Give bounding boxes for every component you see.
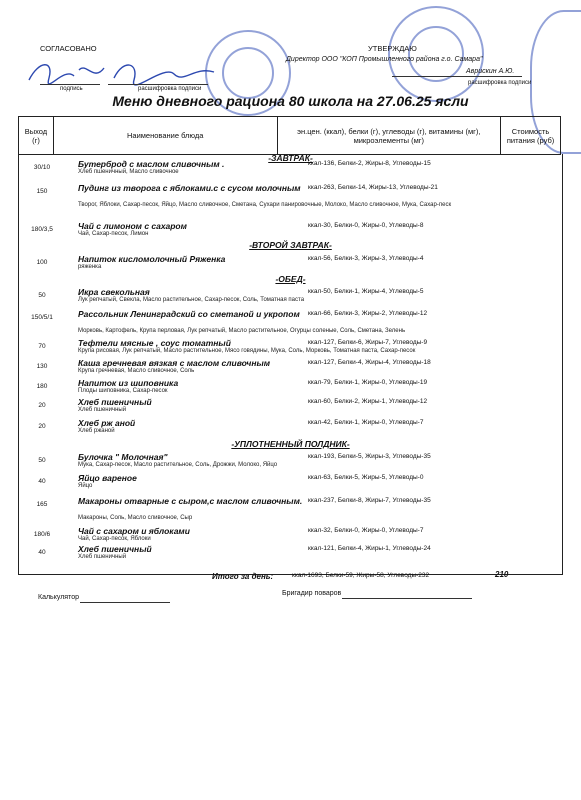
signature-caption-left: подпись <box>60 86 83 92</box>
nutrition-values: ккал-50, Белки-1, Жиры-4, Углеводы-5 <box>308 288 424 295</box>
nutrition-values: ккал-121, Белки-4, Жиры-1, Углеводы-24 <box>308 545 431 552</box>
output-weight: 100 <box>36 259 48 266</box>
output-weight: 70 <box>38 343 46 350</box>
nutrition-values: ккал-263, Белки-14, Жиры-13, Углеводы-21 <box>308 184 438 191</box>
ingredients: Плоды шиповника, Сахар-песок <box>78 388 168 394</box>
ingredients: Творог, Яблоки, Сахар-песок, Яйцо, Масло сливочное, Сметана, Сухари панировочные, Молоко, Масло сливочное, Мука, Сахар-песк <box>78 202 452 208</box>
output-weight: 130 <box>36 363 48 370</box>
output-weight: 50 <box>38 457 46 464</box>
nutrition-values: ккал-60, Белки-2, Жиры-1, Углеводы-12 <box>308 398 428 405</box>
signature-caption-right: расшифровка подписи <box>468 80 532 86</box>
output-weight: 30/10 <box>33 164 51 171</box>
dish-name: Каша гречневая вязкая с маслом сливочным <box>78 358 271 368</box>
output-weight: 150 <box>36 188 48 195</box>
decode-caption-left: расшифровка подписи <box>138 86 202 92</box>
total-value: ккал-1693, Белки-59, Жиры-58, Углеводы-232 <box>292 572 430 579</box>
nutrition-values: ккал-193, Белки-5, Жиры-3, Углеводы-35 <box>308 453 431 460</box>
ingredients: Крупа рисовая, Лук репчатый, Масло растительное, Мясо говядины, Мука, Соль, Морковь, Томатная паста, Сахар-песок <box>78 348 416 354</box>
ingredients: Хлеб пшеничный <box>78 554 127 560</box>
signature-line-right <box>392 76 522 77</box>
agreed-label: СОГЛАСОВАНО <box>40 44 97 53</box>
nutrition-values: ккал-136, Белки-2, Жиры-8, Углеводы-15 <box>308 160 431 167</box>
dish-name: Хлеб рж аной <box>78 418 136 428</box>
ingredients: Яйцо <box>78 483 93 489</box>
stamp-left-inner <box>222 47 274 99</box>
director-title: Директор ООО "КОП Промышленного района г.о. Самара" <box>286 56 483 63</box>
output-weight: 180/3,5 <box>31 226 53 233</box>
ingredients: Хлеб ржаной <box>78 428 115 434</box>
dish-name: Бутерброд с маслом сливочным . <box>78 159 225 169</box>
section-title: -УПЛОТНЕННЫЙ ПОЛДНИК- <box>231 439 350 449</box>
col-output-header: Выход (г) <box>19 117 54 155</box>
output-weight: 20 <box>38 423 46 430</box>
output-weight: 150/5/1 <box>31 314 53 321</box>
signature-line-left <box>40 84 100 85</box>
col-nutrition-header: эн.цен. (ккал), белки (г), углеводы (г), витамины (мг), микроэлементы (мг) <box>277 117 501 155</box>
stamp-right-inner <box>408 26 464 82</box>
ingredients: ряженка <box>78 264 102 270</box>
decode-line-left <box>108 84 208 85</box>
dish-name: Рассольник Ленинградский со сметаной и укропом <box>78 309 300 319</box>
ingredients: Макароны, Соль, Масло сливочное, Сыр <box>78 515 193 521</box>
nutrition-values: ккал-79, Белки-1, Жиры-0, Углеводы-19 <box>308 379 428 386</box>
calculator-label: Калькулятор <box>38 594 79 601</box>
dish-name: Макароны отварные с сыром,с маслом сливочным. <box>78 496 303 506</box>
section-title: -ЗАВТРАК- <box>268 153 313 163</box>
nutrition-values: ккал-30, Белки-0, Жиры-0, Углеводы-8 <box>308 222 424 229</box>
nutrition-values: ккал-32, Белки-0, Жиры-0, Углеводы-7 <box>308 527 424 534</box>
col-name-header: Наименование блюда <box>53 117 277 155</box>
dish-name: Хлеб пшеничный <box>78 397 152 407</box>
section-title: -ВТОРОЙ ЗАВТРАК- <box>249 240 332 250</box>
dish-name: Пудинг из творога с яблоками.с с сусом молочным <box>78 183 301 193</box>
ingredients: Лук репчатый, Свекла, Масло растительное, Сахар-песок, Соль, Томатная паста <box>78 297 305 303</box>
ingredients: Чай, Сахар-песок, Лимон <box>78 231 149 237</box>
output-weight: 50 <box>38 292 46 299</box>
director-name: Аврискин А.Ю. <box>466 68 515 75</box>
output-weight: 40 <box>38 549 46 556</box>
approved-label: УТВЕРЖДАЮ <box>368 44 417 53</box>
ingredients: Крупа гречневая, Масло сливочное, Соль <box>78 368 195 374</box>
ingredients: Морковь, Картофель, Крупа перловая, Лук репчатый, Масло растительное, Огурцы соленые, Соль, Сметана, Зелень <box>78 328 406 334</box>
dish-name: Чай с сахаром и яблоками <box>78 526 190 536</box>
dish-name: Напиток из шиповника <box>78 378 179 388</box>
dish-name: Булочка " Молочная" <box>78 452 168 462</box>
nutrition-values: ккал-66, Белки-3, Жиры-2, Углеводы-12 <box>308 310 428 317</box>
nutrition-values: ккал-42, Белки-1, Жиры-0, Углеводы-7 <box>308 419 424 426</box>
total-label: Итого за день: <box>212 572 274 581</box>
nutrition-values: ккал-237, Белки-8, Жиры-7, Углеводы-35 <box>308 497 431 504</box>
page-title: Меню дневного рациона 80 школа на 27.06.25 ясли <box>112 93 469 109</box>
output-weight: 40 <box>38 478 46 485</box>
ingredients: Чай, Сахар-песок, Яблоки <box>78 536 151 542</box>
ingredients: Хлеб пшеничный <box>78 407 127 413</box>
dish-name: Яйцо вареное <box>78 473 137 483</box>
nutrition-values: ккал-127, Белки-6, Жиры-7, Углеводы-9 <box>308 339 428 346</box>
nutrition-values: ккал-63, Белки-5, Жиры-5, Углеводы-0 <box>308 474 424 481</box>
calculator-line <box>80 602 170 603</box>
total-price: 210 <box>495 570 509 579</box>
nutrition-values: ккал-56, Белки-3, Жиры-3, Углеводы-4 <box>308 255 424 262</box>
ingredients: Хлеб пшеничный, Масло сливочное <box>78 169 179 175</box>
col-cost-header: Стоимость питания (руб) <box>501 117 561 155</box>
dish-name: Тефтели мясные , соус томатный <box>78 338 231 348</box>
chef-label: Бригадир поваров <box>282 590 342 597</box>
output-weight: 20 <box>38 402 46 409</box>
ingredients: Мука, Сахар-песок, Масло растительное, Соль, Дрожжи, Молоко, Яйцо <box>78 462 278 468</box>
dish-name: Чай с лимоном с сахаром <box>78 221 187 231</box>
dish-name: Икра свекольная <box>78 287 150 297</box>
menu-table-header <box>18 116 561 155</box>
section-title: -ОБЕД- <box>275 274 306 284</box>
output-weight: 180 <box>36 383 48 390</box>
dish-name: Хлеб пшеничный <box>78 544 152 554</box>
output-weight: 165 <box>36 501 48 508</box>
chef-line <box>342 598 472 599</box>
dish-name: Напиток кисломолочный Ряженка <box>78 254 226 264</box>
output-weight: 180/6 <box>33 531 51 538</box>
nutrition-values: ккал-127, Белки-4, Жиры-4, Углеводы-18 <box>308 359 431 366</box>
